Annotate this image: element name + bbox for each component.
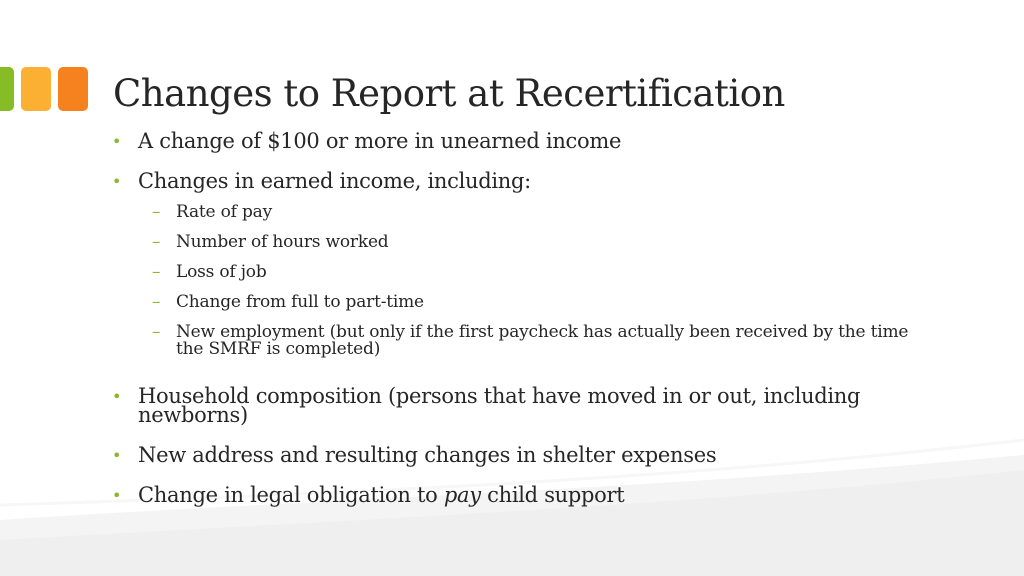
bullet-marker-icon: •: [112, 446, 122, 465]
dash-marker-icon: –: [152, 202, 161, 222]
bullet-marker-icon: •: [112, 172, 122, 191]
dash-marker-icon: –: [152, 322, 161, 342]
bullet-text-end: child support: [480, 483, 625, 507]
yellow-block: [21, 67, 51, 111]
dash-marker-icon: –: [152, 262, 161, 282]
bullet-item: [112, 129, 912, 153]
bullet-marker-icon: •: [112, 486, 122, 505]
bullet-item: [112, 483, 912, 507]
sub-bullet-text: Number of hours worked: [176, 232, 389, 252]
bullet-marker-icon: •: [112, 387, 122, 406]
bullet-item: [112, 384, 912, 427]
bullet-text: New address and resulting changes in shelter expenses: [138, 443, 717, 467]
bullet-text: Household composition (persons that have moved in or out, including newborns): [138, 384, 861, 427]
dash-marker-icon: –: [152, 292, 161, 312]
green-block: [0, 67, 14, 111]
bullet-marker-icon: •: [112, 132, 122, 151]
sub-bullet-text: Loss of job: [176, 262, 267, 282]
sub-bullet-text: Rate of pay: [176, 202, 272, 222]
bullet-item: [112, 443, 912, 467]
bullet-item: [112, 169, 912, 193]
sub-bullet-item: [112, 294, 912, 311]
dash-marker-icon: –: [152, 232, 161, 252]
sub-bullet-item: [112, 324, 912, 358]
slide-title: Changes to Report at Recertification: [113, 72, 785, 115]
bullet-text: Changes in earned income, including:: [138, 169, 531, 193]
bullet-text: [138, 483, 624, 507]
orange-block: [58, 67, 88, 111]
sub-bullet-item: [112, 234, 912, 251]
sub-bullet-item: [112, 264, 912, 281]
sub-bullet-text: Change from full to part-time: [176, 292, 424, 312]
sub-bullet-item: [112, 204, 912, 221]
bullet-list: [112, 129, 912, 507]
emphasized-word: pay: [443, 483, 481, 507]
sub-bullet-text: New employment (but only if the first paycheck has actually been received by the time the SMRF is completed): [176, 322, 909, 359]
bullet-text: A change of $100 or more in unearned income: [138, 129, 622, 153]
bullet-text-start: Change in legal obligation to: [138, 483, 444, 507]
